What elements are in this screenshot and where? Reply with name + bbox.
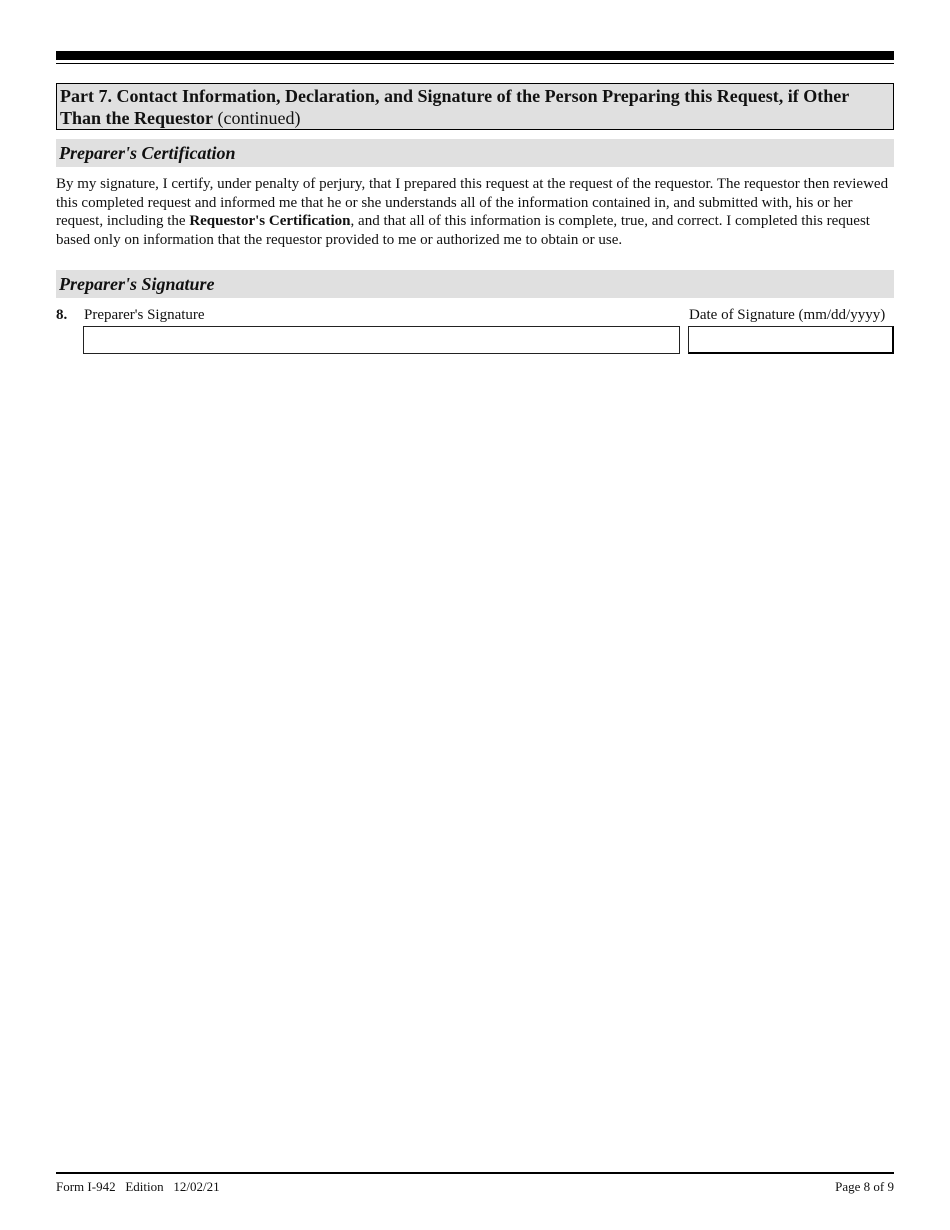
requestor-certification-reference: Requestor's Certification	[189, 213, 351, 230]
date-of-signature-field[interactable]	[688, 326, 894, 354]
form-edition: Form I-942 Edition 12/02/21	[56, 1179, 220, 1194]
preparer-certification-heading: Preparer's Certification	[56, 139, 894, 167]
preparer-signature-heading: Preparer's Signature	[56, 270, 894, 298]
top-rule-thick	[56, 51, 894, 60]
item-number-8: 8.	[56, 307, 68, 323]
certification-text-part-2: , and that all of this information is complete, true, and correct. I completed this request based only on information that the requestor provided to me or authorized me to obtain or use.	[56, 213, 870, 249]
footer-rule	[56, 1172, 894, 1174]
certification-text-part-1: By my signature, I certify, under penalty of perjury, that I prepared this request at the request of the requestor. The requestor then reviewed this completed request and informed me that he or she understands all of the information contained in, and submitted with, his or her request, including the	[56, 176, 889, 230]
top-rule-thin	[56, 63, 894, 64]
page-number: Page 8 of 9	[835, 1179, 894, 1194]
part-7-header	[56, 83, 894, 130]
preparer-signature-label: Preparer's Signature	[84, 307, 205, 323]
preparer-certification-text	[56, 175, 896, 250]
part-7-title: Part 7. Contact Information, Declaration, and Signature of the Person Preparing this Request, if Other Than the Requestor	[60, 86, 849, 128]
part-7-continued: (continued)	[213, 108, 301, 128]
preparer-signature-field[interactable]	[83, 326, 680, 354]
date-of-signature-label: Date of Signature (mm/dd/yyyy)	[689, 307, 886, 323]
